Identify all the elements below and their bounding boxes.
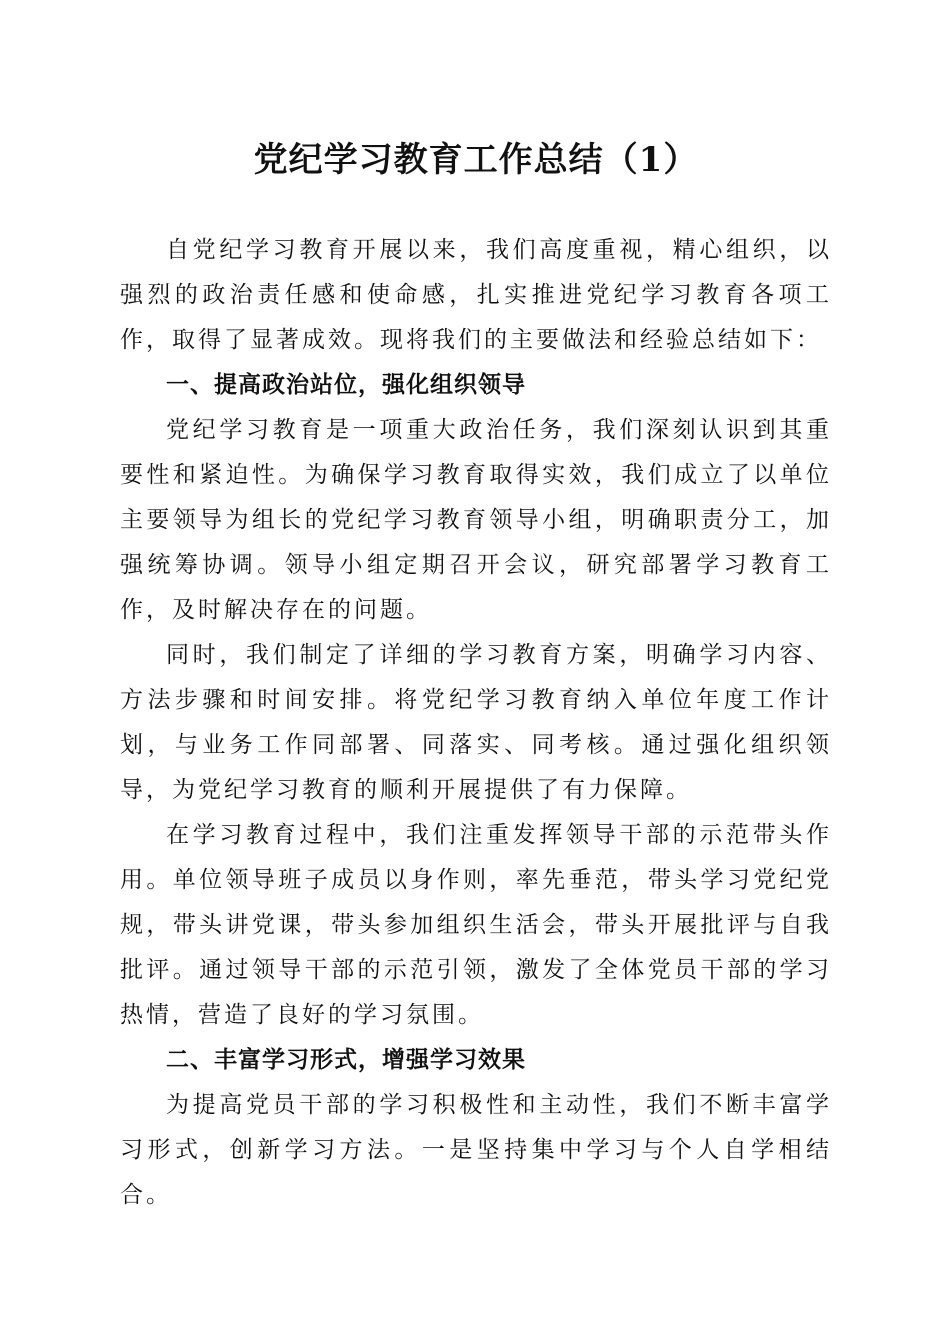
section-heading-2: 二、丰富学习形式，增强学习效果 [166,1047,526,1073]
section-2-paragraph-1: 为提高党员干部的学习积极性和主动性，我们不断丰富学习形式，创新学习方法。一是坚持集中学习与个人自学相结合。 [120,1092,832,1208]
document-page [120,130,832,1218]
section-1-paragraph-3: 在学习教育过程中，我们注重发挥领导干部的示范带头作用。单位领导班子成员以身作则，率先垂范，带头学习党纪党规，带头讲党课，带头参加组织生活会，带头开展批评与自我批评。通过领导干部的示范引领，激发了全体党员干部的学习热情，营造了良好的学习氛围。 [120,822,832,1028]
section-1-paragraph-1: 党纪学习教育是一项重大政治任务，我们深刻认识到其重要性和紧迫性。为确保学习教育取得实效，我们成立了以单位主要领导为组长的党纪学习教育领导小组，明确职责分工，加强统筹协调。领导小组定期召开会议，研究部署学习教育工作，及时解决存在的问题。 [120,417,832,623]
intro-paragraph: 自党纪学习教育开展以来，我们高度重视，精心组织，以强烈的政治责任感和使命感，扎实推进党纪学习教育各项工作，取得了显著成效。现将我们的主要做法和经验总结如下： [120,237,832,353]
section-heading-1: 一、提高政治站位，强化组织领导 [166,372,526,398]
document-title: 党纪学习教育工作总结（1） [253,140,699,180]
section-1-paragraph-2: 同时，我们制定了详细的学习教育方案，明确学习内容、方法步骤和时间安排。将党纪学习教育纳入单位年度工作计划，与业务工作同部署、同落实、同考核。通过强化组织领导，为党纪学习教育的顺利开展提供了有力保障。 [120,642,832,803]
